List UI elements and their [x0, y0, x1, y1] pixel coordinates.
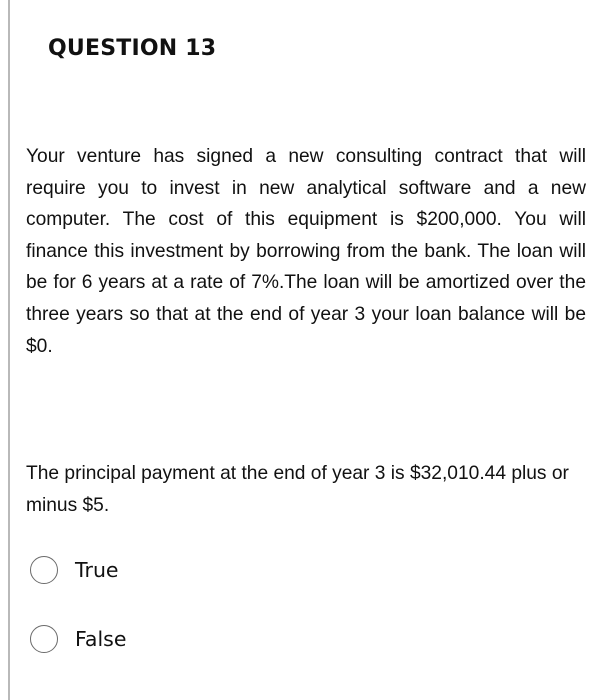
- option-false-label: False: [75, 627, 127, 651]
- radio-false[interactable]: [30, 625, 58, 653]
- option-true[interactable]: [30, 556, 119, 584]
- radio-true[interactable]: [30, 556, 58, 584]
- question-title: QUESTION 13: [48, 36, 217, 61]
- left-border: [8, 0, 10, 700]
- option-false[interactable]: [30, 625, 126, 653]
- option-true-label: True: [75, 558, 119, 582]
- question-prompt: Your venture has signed a new consulting contract that will require you to invest in new analytical software and a new computer. The cost of this equipment is $200,000. You will finance this investment by borrowing from the bank. The loan will be for 6 years at a rate of 7%.The loan will be amortized over the three years so that at the end of year 3 your loan balance will be $0.: [26, 146, 586, 357]
- question-statement: The principal payment at the end of year 3 is $32,010.44 plus or minus $5.: [26, 463, 569, 516]
